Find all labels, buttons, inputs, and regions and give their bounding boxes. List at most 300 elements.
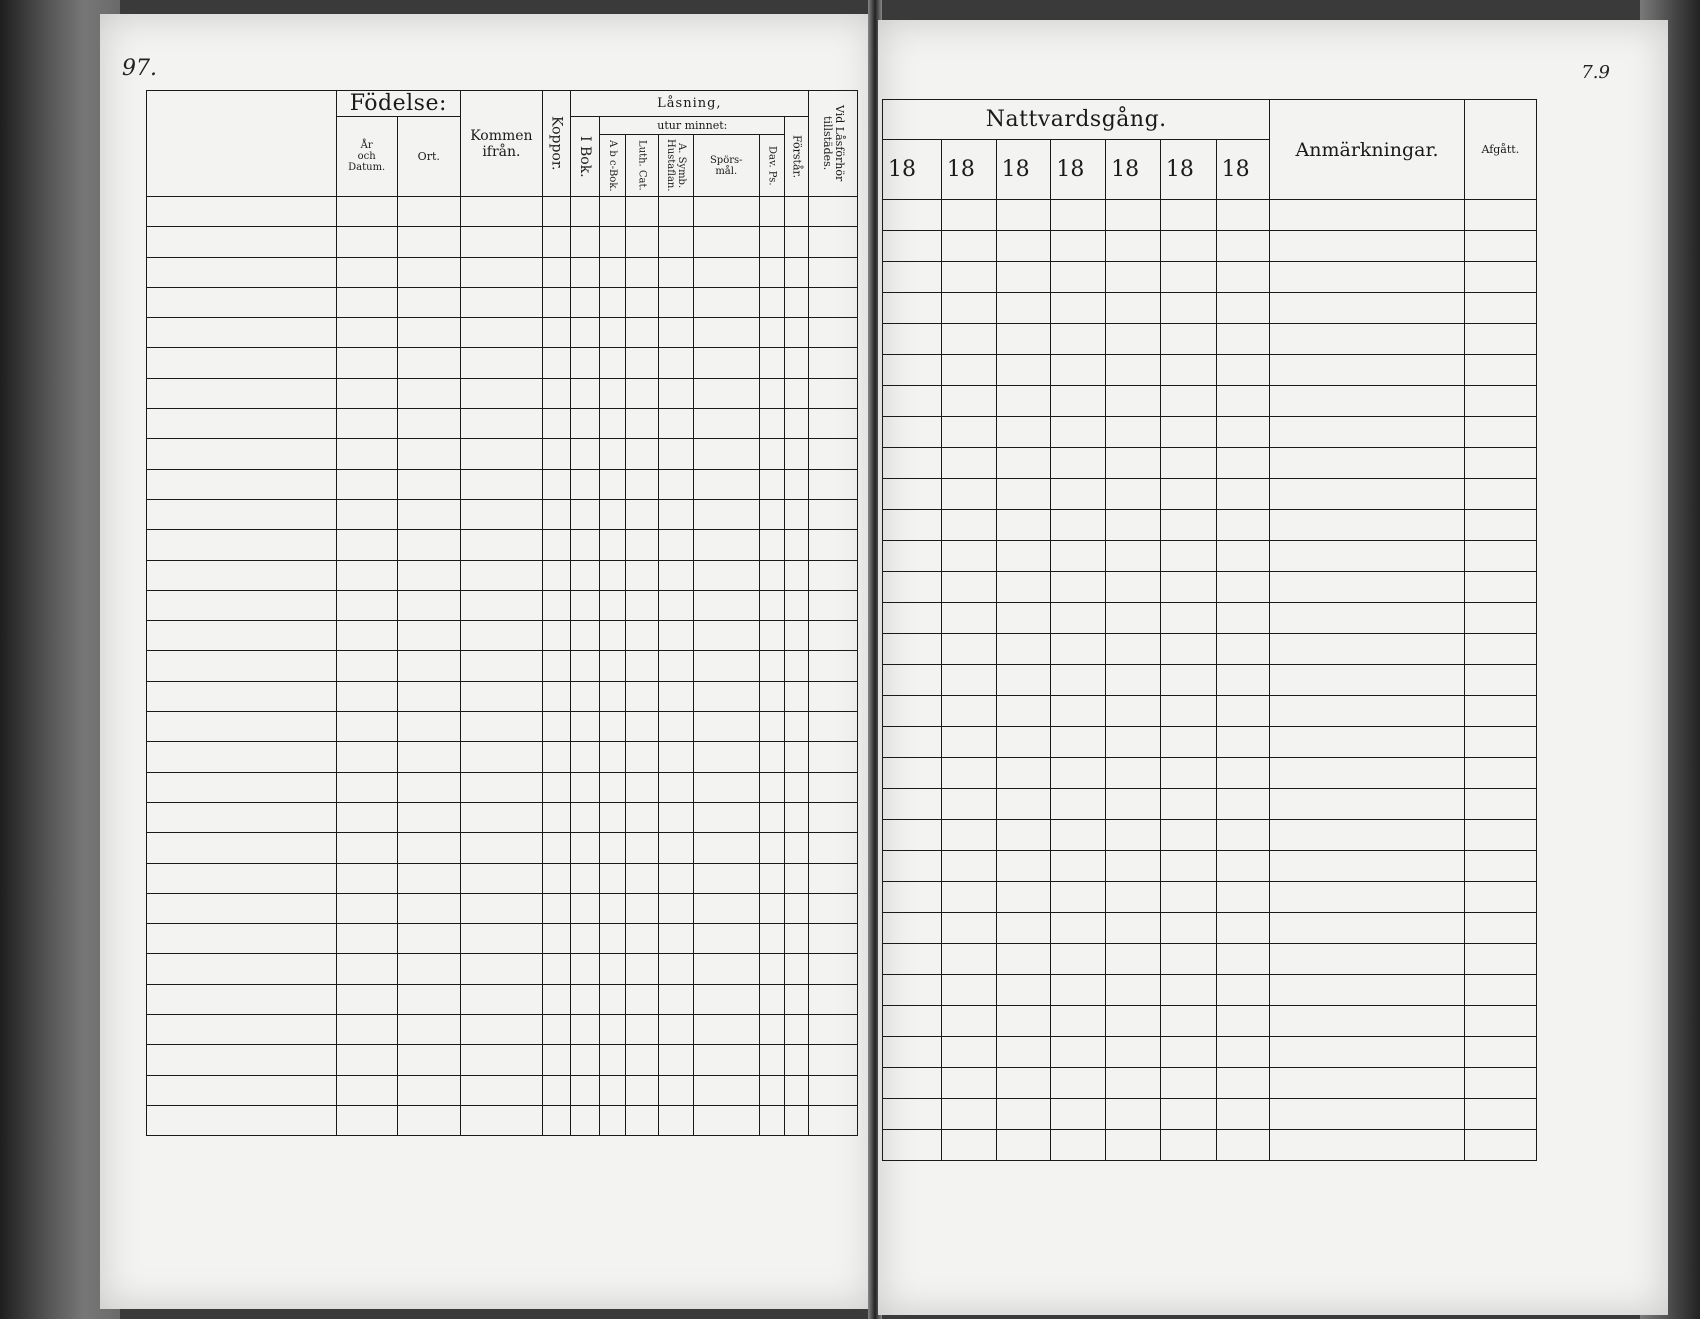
ledger-cell (600, 499, 626, 529)
ledger-cell (460, 712, 542, 742)
ledger-row (883, 572, 1537, 603)
ledger-cell (941, 634, 996, 665)
ledger-cell (658, 1075, 693, 1105)
ledger-cell (883, 417, 942, 448)
ledger-cell (808, 681, 857, 711)
ledger-cell (1051, 479, 1106, 510)
ledger-cell (693, 469, 759, 499)
ledger-cell (785, 1105, 808, 1135)
ledger-cell (1106, 603, 1161, 634)
ledger-row (883, 820, 1537, 851)
ledger-cell (336, 621, 397, 651)
ledger-cell (1051, 1130, 1106, 1161)
ledger-cell (808, 1075, 857, 1105)
ledger-cell (626, 287, 659, 317)
ledger-cell (542, 257, 570, 287)
ledger-cell (626, 499, 659, 529)
ledger-cell (1464, 758, 1536, 789)
ledger-cell (571, 712, 600, 742)
ledger-cell (542, 984, 570, 1014)
ledger-cell (460, 621, 542, 651)
ledger-cell (571, 984, 600, 1014)
ledger-cell (808, 257, 857, 287)
ledger-cell (658, 1045, 693, 1075)
forstar-header: Förstår. (785, 117, 808, 197)
ledger-cell (542, 924, 570, 954)
ledger-cell (336, 348, 397, 378)
ledger-cell (1216, 1099, 1270, 1130)
ledger-cell (460, 318, 542, 348)
ledger-cell (1216, 665, 1270, 696)
ledger-cell (759, 954, 785, 984)
ledger-cell (941, 231, 996, 262)
ledger-cell (460, 893, 542, 923)
ledger-cell (1051, 975, 1106, 1006)
ledger-cell (1464, 634, 1536, 665)
ledger-cell (1051, 293, 1106, 324)
ledger-cell (693, 802, 759, 832)
ledger-cell (626, 227, 659, 257)
ledger-cell (996, 1130, 1051, 1161)
ledger-cell (658, 893, 693, 923)
ledger-cell (1270, 417, 1464, 448)
ledger-row (147, 287, 858, 317)
ledger-cell (336, 954, 397, 984)
ledger-cell (693, 621, 759, 651)
ledger-cell (397, 621, 460, 651)
ledger-cell (785, 348, 808, 378)
ledger-cell (571, 1075, 600, 1105)
ledger-cell (759, 863, 785, 893)
ledger-cell (941, 293, 996, 324)
ledger-cell (460, 257, 542, 287)
ledger-cell (397, 1015, 460, 1045)
ledger-cell (542, 318, 570, 348)
ledger-cell (460, 833, 542, 863)
ledger-cell (626, 560, 659, 590)
ledger-cell (808, 863, 857, 893)
ledger-cell (759, 772, 785, 802)
ledger-cell (1270, 1099, 1464, 1130)
nattvardsgang-header: Nattvardsgång. (883, 100, 1270, 140)
ledger-cell (626, 197, 659, 227)
ledger-cell (1106, 758, 1161, 789)
afgatt-header: Afgått. (1464, 100, 1536, 200)
ledger-cell (693, 257, 759, 287)
ledger-cell (1270, 975, 1464, 1006)
ledger-cell (759, 893, 785, 923)
ledger-row (883, 200, 1537, 231)
ledger-cell (785, 590, 808, 620)
ledger-cell (1106, 324, 1161, 355)
ledger-cell (658, 924, 693, 954)
ledger-cell (1160, 851, 1216, 882)
ledger-cell (600, 469, 626, 499)
ledger-cell (1160, 1099, 1216, 1130)
ledger-cell (571, 499, 600, 529)
ledger-cell (693, 197, 759, 227)
ledger-row (147, 257, 858, 287)
ledger-cell (600, 257, 626, 287)
ledger-cell (626, 439, 659, 469)
ledger-cell (658, 530, 693, 560)
ledger-cell (759, 348, 785, 378)
ledger-row (147, 1015, 858, 1045)
ledger-cell (1464, 696, 1536, 727)
ledger-cell (693, 742, 759, 772)
ledger-cell (626, 833, 659, 863)
ledger-row (147, 560, 858, 590)
ledger-cell (1160, 1037, 1216, 1068)
ledger-row (883, 479, 1537, 510)
ledger-cell (542, 439, 570, 469)
ledger-cell (147, 924, 337, 954)
ledger-row (883, 758, 1537, 789)
ledger-cell (1051, 913, 1106, 944)
ledger-cell (996, 417, 1051, 448)
ledger-cell (1216, 1068, 1270, 1099)
ledger-cell (759, 378, 785, 408)
ledger-cell (1160, 448, 1216, 479)
ledger-cell (1270, 913, 1464, 944)
ledger-cell (883, 851, 942, 882)
ledger-cell (336, 742, 397, 772)
ledger-cell (600, 1045, 626, 1075)
nattvard-year-cell: 18 (996, 140, 1051, 200)
ledger-cell (336, 257, 397, 287)
ledger-cell (693, 1045, 759, 1075)
ledger-cell (542, 469, 570, 499)
ledger-cell (1464, 882, 1536, 913)
ledger-cell (883, 324, 942, 355)
ledger-cell (397, 833, 460, 863)
ledger-cell (626, 984, 659, 1014)
ledger-cell (1160, 572, 1216, 603)
ledger-cell (693, 1015, 759, 1045)
ledger-cell (941, 820, 996, 851)
ledger-cell (996, 1068, 1051, 1099)
ledger-cell (1464, 665, 1536, 696)
ledger-cell (785, 1045, 808, 1075)
ledger-cell (397, 348, 460, 378)
ledger-cell (147, 651, 337, 681)
ledger-cell (941, 851, 996, 882)
ledger-cell (1160, 727, 1216, 758)
left-page (100, 14, 875, 1309)
ledger-cell (1216, 541, 1270, 572)
anmarkningar-header: Anmärkningar. (1270, 100, 1464, 200)
ledger-cell (658, 1015, 693, 1045)
ledger-cell (941, 1130, 996, 1161)
ledger-cell (658, 984, 693, 1014)
ledger-cell (336, 318, 397, 348)
ledger-cell (759, 590, 785, 620)
ledger-cell (1464, 851, 1536, 882)
ledger-cell (397, 1075, 460, 1105)
ledger-cell (785, 499, 808, 529)
ledger-cell (1270, 479, 1464, 510)
ledger-cell (658, 287, 693, 317)
ledger-cell (1106, 789, 1161, 820)
fodelse-header: Födelse: (336, 91, 460, 117)
ledger-cell (397, 1105, 460, 1135)
ledger-cell (626, 893, 659, 923)
ledger-row (883, 1130, 1537, 1161)
ledger-cell (147, 984, 337, 1014)
ledger-cell (759, 712, 785, 742)
ledger-cell (460, 287, 542, 317)
ledger-cell (542, 1075, 570, 1105)
ledger-cell (1270, 386, 1464, 417)
ledger-row (883, 231, 1537, 262)
ledger-cell (336, 651, 397, 681)
ledger-cell (941, 324, 996, 355)
ledger-cell (658, 409, 693, 439)
ledger-cell (542, 409, 570, 439)
ledger-cell (1270, 758, 1464, 789)
ledger-cell (1216, 572, 1270, 603)
ledger-cell (759, 1105, 785, 1135)
ledger-cell (460, 802, 542, 832)
ledger-cell (336, 863, 397, 893)
ledger-cell (147, 287, 337, 317)
ledger-cell (1160, 386, 1216, 417)
ledger-cell (600, 802, 626, 832)
ledger-row (147, 348, 858, 378)
ledger-cell (571, 621, 600, 651)
left-ledger-table (146, 90, 858, 1136)
ledger-cell (147, 318, 337, 348)
ledger-cell (600, 318, 626, 348)
ledger-cell (397, 712, 460, 742)
ledger-cell (996, 355, 1051, 386)
ledger-cell (658, 590, 693, 620)
ledger-cell (996, 231, 1051, 262)
ledger-cell (941, 882, 996, 913)
ledger-cell (808, 1105, 857, 1135)
ledger-cell (808, 1015, 857, 1045)
ledger-cell (785, 984, 808, 1014)
ledger-cell (1051, 510, 1106, 541)
ledger-cell (542, 863, 570, 893)
ledger-cell (883, 541, 942, 572)
ledger-cell (658, 318, 693, 348)
ledger-cell (996, 820, 1051, 851)
ledger-cell (460, 863, 542, 893)
nattvard-year-cell: 18 (1106, 140, 1161, 200)
ledger-cell (883, 200, 942, 231)
ledger-cell (600, 227, 626, 257)
ledger-cell (1270, 789, 1464, 820)
ledger-cell (626, 1075, 659, 1105)
ledger-cell (147, 1105, 337, 1135)
ledger-cell (658, 197, 693, 227)
ledger-cell (1464, 541, 1536, 572)
ledger-cell (1051, 1037, 1106, 1068)
ledger-cell (1464, 944, 1536, 975)
ledger-cell (1051, 789, 1106, 820)
ledger-cell (147, 348, 337, 378)
ledger-cell (941, 665, 996, 696)
nattvard-year-cell: 18 (1216, 140, 1270, 200)
ledger-cell (1106, 696, 1161, 727)
ledger-cell (785, 257, 808, 287)
ledger-cell (600, 409, 626, 439)
ledger-cell (1160, 944, 1216, 975)
ledger-cell (941, 975, 996, 1006)
ledger-cell (808, 954, 857, 984)
ledger-row (883, 386, 1537, 417)
ledger-cell (460, 984, 542, 1014)
ledger-cell (397, 772, 460, 802)
ledger-cell (1270, 448, 1464, 479)
ledger-cell (808, 439, 857, 469)
ledger-cell (759, 984, 785, 1014)
ledger-cell (600, 560, 626, 590)
ledger-cell (336, 469, 397, 499)
ledger-cell (1270, 262, 1464, 293)
ledger-row (147, 742, 858, 772)
ledger-cell (571, 772, 600, 802)
ledger-cell (996, 882, 1051, 913)
ledger-cell (1464, 1006, 1536, 1037)
ledger-cell (996, 727, 1051, 758)
ledger-cell (542, 681, 570, 711)
ledger-row (883, 665, 1537, 696)
ledger-cell (941, 200, 996, 231)
ledger-cell (1464, 448, 1536, 479)
ledger-cell (658, 1105, 693, 1135)
ledger-cell (147, 802, 337, 832)
ledger-cell (693, 863, 759, 893)
ledger-cell (996, 665, 1051, 696)
ledger-cell (658, 651, 693, 681)
ledger-cell (600, 954, 626, 984)
ledger-cell (1160, 1130, 1216, 1161)
ledger-cell (941, 913, 996, 944)
ledger-cell (336, 772, 397, 802)
ledger-cell (1464, 789, 1536, 820)
ledger-cell (785, 954, 808, 984)
ledger-cell (542, 590, 570, 620)
ledger-cell (785, 712, 808, 742)
ledger-cell (996, 572, 1051, 603)
ledger-cell (571, 348, 600, 378)
ledger-cell (1216, 727, 1270, 758)
ledger-cell (1464, 293, 1536, 324)
ledger-cell (600, 1105, 626, 1135)
ledger-cell (542, 287, 570, 317)
ledger-cell (883, 1068, 942, 1099)
ledger-row (147, 893, 858, 923)
ledger-cell (759, 1015, 785, 1045)
ledger-cell (759, 197, 785, 227)
ledger-cell (542, 954, 570, 984)
ledger-cell (1464, 913, 1536, 944)
ledger-cell (785, 227, 808, 257)
ledger-cell (693, 318, 759, 348)
ledger-cell (571, 1015, 600, 1045)
ledger-cell (336, 378, 397, 408)
ledger-cell (996, 200, 1051, 231)
ledger-cell (941, 603, 996, 634)
ledger-cell (571, 681, 600, 711)
ledger-row (147, 802, 858, 832)
ledger-cell (626, 621, 659, 651)
ledger-cell (542, 712, 570, 742)
ledger-cell (336, 712, 397, 742)
ledger-cell (336, 1105, 397, 1135)
nattvard-year-cell: 18 (1160, 140, 1216, 200)
ledger-cell (1464, 975, 1536, 1006)
ledger-row (883, 262, 1537, 293)
ledger-cell (1270, 355, 1464, 386)
ledger-cell (1216, 820, 1270, 851)
ledger-cell (658, 257, 693, 287)
ledger-cell (1106, 541, 1161, 572)
ledger-cell (1270, 634, 1464, 665)
ledger-cell (397, 560, 460, 590)
ledger-cell (1051, 448, 1106, 479)
ledger-cell (1270, 541, 1464, 572)
ledger-cell (808, 1045, 857, 1075)
ledger-cell (808, 893, 857, 923)
ledger-cell (808, 348, 857, 378)
ledger-cell (1051, 727, 1106, 758)
ledger-cell (693, 712, 759, 742)
ledger-cell (571, 1105, 600, 1135)
ledger-cell (941, 696, 996, 727)
ledger-cell (1216, 448, 1270, 479)
ledger-cell (397, 409, 460, 439)
ledger-row (883, 603, 1537, 634)
ledger-row (883, 1037, 1537, 1068)
ledger-cell (1464, 1037, 1536, 1068)
ledger-cell (808, 984, 857, 1014)
ledger-row (147, 651, 858, 681)
ledger-cell (759, 560, 785, 590)
ledger-cell (571, 833, 600, 863)
ledger-cell (808, 530, 857, 560)
ledger-cell (883, 944, 942, 975)
ledger-cell (759, 439, 785, 469)
ledger-row (147, 712, 858, 742)
ledger-cell (1216, 1130, 1270, 1161)
ledger-cell (542, 802, 570, 832)
ledger-cell (1216, 479, 1270, 510)
ledger-cell (808, 197, 857, 227)
ledger-cell (1160, 293, 1216, 324)
ledger-cell (397, 651, 460, 681)
ledger-row (883, 727, 1537, 758)
ledger-cell (1051, 417, 1106, 448)
ledger-cell (397, 469, 460, 499)
ledger-cell (883, 510, 942, 541)
ledger-cell (808, 318, 857, 348)
ledger-cell (1160, 262, 1216, 293)
ledger-cell (883, 572, 942, 603)
ledger-cell (460, 1105, 542, 1135)
ledger-cell (147, 257, 337, 287)
ledger-cell (941, 541, 996, 572)
ledger-cell (1160, 355, 1216, 386)
ledger-cell (1464, 1099, 1536, 1130)
ledger-cell (658, 681, 693, 711)
ledger-cell (785, 651, 808, 681)
ledger-cell (571, 227, 600, 257)
ledger-cell (1051, 1099, 1106, 1130)
ledger-cell (1216, 758, 1270, 789)
